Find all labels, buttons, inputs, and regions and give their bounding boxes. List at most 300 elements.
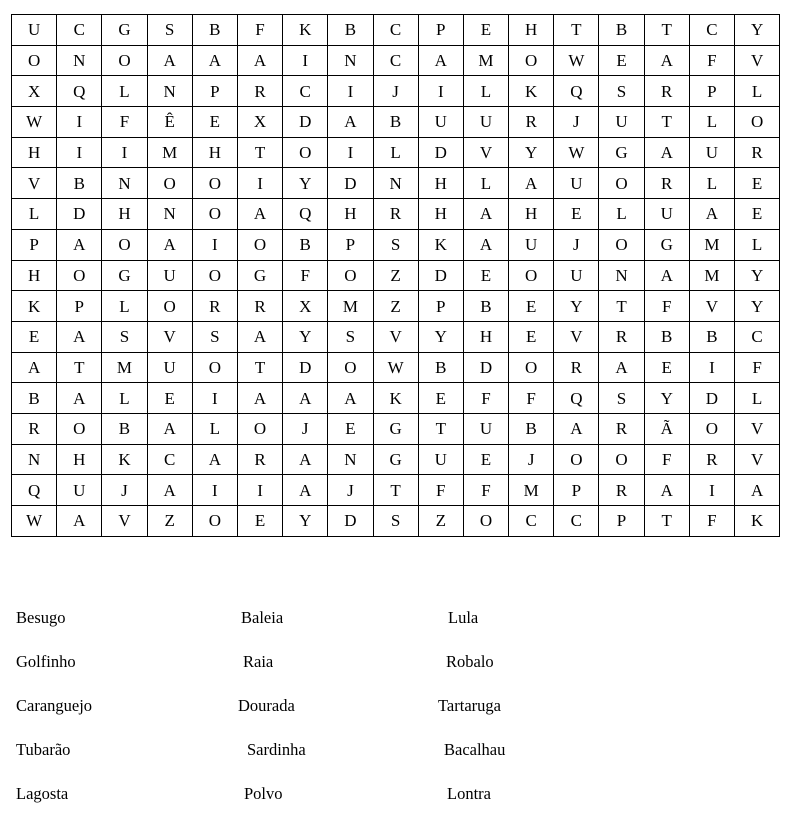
grid-cell[interactable]: N	[147, 76, 192, 107]
grid-cell[interactable]: X	[283, 291, 328, 322]
grid-cell[interactable]: Y	[418, 321, 463, 352]
grid-cell[interactable]: V	[373, 321, 418, 352]
grid-cell[interactable]: S	[147, 15, 192, 46]
grid-cell[interactable]: U	[147, 352, 192, 383]
grid-cell[interactable]: B	[12, 383, 57, 414]
grid-cell[interactable]: O	[147, 168, 192, 199]
grid-cell[interactable]: W	[373, 352, 418, 383]
grid-cell[interactable]: Z	[373, 260, 418, 291]
grid-cell[interactable]: L	[599, 199, 644, 230]
grid-cell[interactable]: F	[102, 107, 147, 138]
grid-cell[interactable]: C	[509, 506, 554, 537]
grid-cell[interactable]: Y	[509, 137, 554, 168]
grid-cell[interactable]: C	[57, 15, 102, 46]
grid-cell[interactable]: U	[554, 260, 599, 291]
grid-cell[interactable]: B	[57, 168, 102, 199]
grid-cell[interactable]: L	[735, 76, 780, 107]
grid-cell[interactable]: H	[12, 137, 57, 168]
grid-cell[interactable]: M	[147, 137, 192, 168]
grid-cell[interactable]: T	[644, 107, 689, 138]
grid-cell[interactable]: H	[509, 199, 554, 230]
grid-cell[interactable]: Y	[283, 506, 328, 537]
grid-cell[interactable]: K	[373, 383, 418, 414]
grid-cell[interactable]: N	[599, 260, 644, 291]
grid-cell[interactable]: O	[509, 260, 554, 291]
grid-cell[interactable]: G	[644, 229, 689, 260]
grid-cell[interactable]: V	[102, 506, 147, 537]
grid-cell[interactable]: A	[147, 229, 192, 260]
grid-cell[interactable]: E	[509, 321, 554, 352]
grid-cell[interactable]: V	[554, 321, 599, 352]
grid-cell[interactable]: D	[328, 506, 373, 537]
grid-cell[interactable]: K	[735, 506, 780, 537]
grid-cell[interactable]: S	[373, 229, 418, 260]
grid-cell[interactable]: C	[554, 506, 599, 537]
grid-cell[interactable]: A	[644, 475, 689, 506]
grid-cell[interactable]: E	[192, 107, 237, 138]
grid-cell[interactable]: U	[554, 168, 599, 199]
grid-cell[interactable]: M	[463, 45, 508, 76]
grid-cell[interactable]: U	[12, 15, 57, 46]
grid-cell[interactable]: O	[12, 45, 57, 76]
grid-cell[interactable]: I	[57, 137, 102, 168]
grid-cell[interactable]: F	[644, 444, 689, 475]
grid-cell[interactable]: P	[418, 291, 463, 322]
grid-cell[interactable]: O	[463, 506, 508, 537]
grid-cell[interactable]: F	[237, 15, 282, 46]
grid-cell[interactable]: O	[283, 137, 328, 168]
grid-cell[interactable]: C	[735, 321, 780, 352]
grid-cell[interactable]: R	[554, 352, 599, 383]
grid-cell[interactable]: N	[147, 199, 192, 230]
grid-cell[interactable]: U	[57, 475, 102, 506]
grid-cell[interactable]: G	[102, 15, 147, 46]
grid-cell[interactable]: D	[689, 383, 734, 414]
grid-cell[interactable]: E	[328, 413, 373, 444]
grid-cell[interactable]: O	[192, 260, 237, 291]
grid-row	[12, 15, 780, 46]
grid-cell[interactable]: Ã	[644, 413, 689, 444]
grid-cell[interactable]: Q	[554, 76, 599, 107]
word-list-item: Golfinho	[16, 652, 76, 671]
grid-cell[interactable]: P	[554, 475, 599, 506]
grid-cell[interactable]: M	[689, 229, 734, 260]
grid-cell[interactable]: U	[418, 444, 463, 475]
grid-cell[interactable]: B	[418, 352, 463, 383]
grid-cell[interactable]: C	[373, 45, 418, 76]
grid-cell[interactable]: L	[463, 76, 508, 107]
grid-cell[interactable]: P	[192, 76, 237, 107]
grid-cell[interactable]: F	[644, 291, 689, 322]
grid-cell[interactable]: K	[418, 229, 463, 260]
grid-cell[interactable]: E	[735, 199, 780, 230]
grid-cell[interactable]: P	[418, 15, 463, 46]
grid-cell[interactable]: A	[192, 444, 237, 475]
grid-cell[interactable]: L	[102, 383, 147, 414]
grid-cell[interactable]: V	[12, 168, 57, 199]
grid-cell[interactable]: E	[463, 444, 508, 475]
grid-cell[interactable]: A	[418, 45, 463, 76]
grid-cell[interactable]: A	[283, 475, 328, 506]
grid-cell[interactable]: O	[509, 45, 554, 76]
grid-cell[interactable]: Y	[735, 260, 780, 291]
grid-cell[interactable]: E	[599, 45, 644, 76]
grid-cell[interactable]: S	[599, 76, 644, 107]
grid-cell[interactable]: D	[328, 168, 373, 199]
grid-cell[interactable]: Y	[735, 15, 780, 46]
grid-cell[interactable]: T	[237, 137, 282, 168]
grid-cell[interactable]: V	[735, 413, 780, 444]
grid-cell[interactable]: I	[237, 168, 282, 199]
grid-cell[interactable]: Q	[283, 199, 328, 230]
grid-cell[interactable]: Y	[554, 291, 599, 322]
grid-cell[interactable]: P	[328, 229, 373, 260]
grid-cell[interactable]: E	[463, 260, 508, 291]
grid-cell[interactable]: T	[418, 413, 463, 444]
grid-cell[interactable]: U	[147, 260, 192, 291]
grid-cell[interactable]: Q	[57, 76, 102, 107]
grid-cell[interactable]: A	[554, 413, 599, 444]
grid-cell[interactable]: C	[147, 444, 192, 475]
grid-cell[interactable]: U	[599, 107, 644, 138]
word-list-item: Tubarão	[16, 740, 71, 759]
grid-cell[interactable]: E	[237, 506, 282, 537]
grid-cell[interactable]: R	[599, 475, 644, 506]
grid-cell[interactable]: T	[644, 15, 689, 46]
grid-cell[interactable]: R	[599, 413, 644, 444]
grid-cell[interactable]: X	[12, 76, 57, 107]
grid-cell[interactable]: K	[509, 76, 554, 107]
grid-cell[interactable]: A	[12, 352, 57, 383]
grid-cell[interactable]: B	[689, 321, 734, 352]
grid-cell[interactable]: R	[644, 76, 689, 107]
grid-cell[interactable]: K	[102, 444, 147, 475]
grid-cell[interactable]: F	[735, 352, 780, 383]
grid-cell[interactable]: A	[735, 475, 780, 506]
grid-cell[interactable]: S	[599, 383, 644, 414]
grid-cell[interactable]: W	[554, 137, 599, 168]
grid-cell[interactable]: P	[12, 229, 57, 260]
grid-cell[interactable]: S	[328, 321, 373, 352]
grid-cell[interactable]: A	[147, 475, 192, 506]
grid-cell[interactable]: F	[283, 260, 328, 291]
grid-cell[interactable]: A	[237, 321, 282, 352]
grid-cell[interactable]: M	[689, 260, 734, 291]
grid-cell[interactable]: D	[418, 260, 463, 291]
grid-cell[interactable]: L	[735, 229, 780, 260]
grid-cell[interactable]: P	[57, 291, 102, 322]
grid-cell[interactable]: R	[509, 107, 554, 138]
grid-cell[interactable]: V	[147, 321, 192, 352]
grid-cell[interactable]: B	[509, 413, 554, 444]
grid-cell[interactable]: H	[509, 15, 554, 46]
grid-cell[interactable]: A	[147, 45, 192, 76]
grid-cell[interactable]: M	[509, 475, 554, 506]
grid-cell[interactable]: E	[12, 321, 57, 352]
grid-cell[interactable]: A	[57, 229, 102, 260]
grid-cell[interactable]: O	[735, 107, 780, 138]
grid-cell[interactable]: Y	[283, 321, 328, 352]
grid-cell[interactable]: L	[373, 137, 418, 168]
grid-cell[interactable]: N	[57, 45, 102, 76]
grid-cell[interactable]: A	[237, 199, 282, 230]
grid-cell[interactable]: N	[328, 45, 373, 76]
word-list-item: Dourada	[238, 696, 295, 715]
grid-cell[interactable]: I	[192, 229, 237, 260]
grid-cell[interactable]: Y	[283, 168, 328, 199]
grid-cell[interactable]: U	[463, 413, 508, 444]
grid-cell[interactable]: T	[373, 475, 418, 506]
grid-cell[interactable]: B	[644, 321, 689, 352]
grid-cell[interactable]: O	[57, 413, 102, 444]
grid-cell[interactable]: M	[328, 291, 373, 322]
grid-cell[interactable]: J	[102, 475, 147, 506]
grid-cell[interactable]: L	[463, 168, 508, 199]
grid-cell[interactable]: E	[418, 383, 463, 414]
grid-cell[interactable]: I	[237, 475, 282, 506]
grid-cell[interactable]: L	[735, 383, 780, 414]
grid-cell[interactable]: B	[463, 291, 508, 322]
grid-cell[interactable]: M	[102, 352, 147, 383]
grid-cell[interactable]: R	[237, 76, 282, 107]
grid-cell[interactable]: O	[328, 260, 373, 291]
grid-cell[interactable]: R	[192, 291, 237, 322]
grid-cell[interactable]: L	[102, 76, 147, 107]
grid-cell[interactable]: E	[554, 199, 599, 230]
grid-cell[interactable]: A	[57, 383, 102, 414]
grid-cell[interactable]: R	[735, 137, 780, 168]
grid-cell[interactable]: T	[237, 352, 282, 383]
grid-cell[interactable]: O	[599, 444, 644, 475]
grid-cell[interactable]: K	[12, 291, 57, 322]
grid-cell[interactable]: Ê	[147, 107, 192, 138]
grid-cell[interactable]: O	[689, 413, 734, 444]
grid-cell[interactable]: A	[463, 199, 508, 230]
grid-cell[interactable]: O	[599, 168, 644, 199]
grid-cell[interactable]: Z	[147, 506, 192, 537]
grid-cell[interactable]: S	[102, 321, 147, 352]
grid-cell[interactable]: F	[689, 45, 734, 76]
grid-cell[interactable]: H	[463, 321, 508, 352]
grid-cell[interactable]: U	[463, 107, 508, 138]
grid-row	[12, 107, 780, 138]
grid-cell[interactable]: H	[57, 444, 102, 475]
word-list-item: Bacalhau	[444, 740, 506, 759]
grid-cell[interactable]: I	[689, 352, 734, 383]
grid-cell[interactable]: O	[147, 291, 192, 322]
grid-cell[interactable]: N	[328, 444, 373, 475]
grid-cell[interactable]: D	[283, 352, 328, 383]
grid-cell[interactable]: T	[644, 506, 689, 537]
grid-cell[interactable]: A	[644, 260, 689, 291]
grid-cell[interactable]: I	[328, 76, 373, 107]
grid-cell[interactable]: J	[509, 444, 554, 475]
grid-cell[interactable]: V	[735, 444, 780, 475]
grid-cell[interactable]: R	[373, 199, 418, 230]
grid-cell[interactable]: H	[192, 137, 237, 168]
grid-cell[interactable]: F	[689, 506, 734, 537]
grid-cell[interactable]: O	[237, 413, 282, 444]
grid-cell[interactable]: O	[509, 352, 554, 383]
grid-cell[interactable]: P	[599, 506, 644, 537]
grid-cell[interactable]: R	[689, 444, 734, 475]
grid-cell[interactable]: P	[689, 76, 734, 107]
grid-cell[interactable]: A	[57, 506, 102, 537]
grid-cell[interactable]: U	[689, 137, 734, 168]
grid-cell[interactable]: J	[554, 229, 599, 260]
grid-cell[interactable]: T	[554, 15, 599, 46]
grid-cell[interactable]: Z	[418, 506, 463, 537]
grid-cell[interactable]: J	[283, 413, 328, 444]
grid-cell[interactable]: V	[735, 45, 780, 76]
grid-cell[interactable]: H	[12, 260, 57, 291]
grid-cell[interactable]: O	[599, 229, 644, 260]
grid-cell[interactable]: K	[283, 15, 328, 46]
grid-cell[interactable]: L	[689, 168, 734, 199]
grid-cell[interactable]: G	[599, 137, 644, 168]
grid-cell[interactable]: H	[328, 199, 373, 230]
grid-cell[interactable]: O	[102, 229, 147, 260]
grid-cell[interactable]: E	[463, 15, 508, 46]
grid-cell[interactable]: A	[328, 383, 373, 414]
grid-cell[interactable]: Z	[373, 291, 418, 322]
grid-cell[interactable]: C	[283, 76, 328, 107]
grid-cell[interactable]: O	[57, 260, 102, 291]
grid-cell[interactable]: B	[373, 107, 418, 138]
grid-cell[interactable]: L	[12, 199, 57, 230]
grid-cell[interactable]: D	[283, 107, 328, 138]
grid-cell[interactable]: A	[328, 107, 373, 138]
grid-cell[interactable]: O	[192, 168, 237, 199]
grid-cell[interactable]: L	[102, 291, 147, 322]
grid-cell[interactable]: G	[373, 444, 418, 475]
grid-cell[interactable]: A	[509, 168, 554, 199]
grid-cell[interactable]: A	[283, 383, 328, 414]
grid-cell[interactable]: D	[418, 137, 463, 168]
grid-cell[interactable]: L	[192, 413, 237, 444]
grid-cell[interactable]: I	[283, 45, 328, 76]
grid-cell[interactable]: S	[192, 321, 237, 352]
grid-cell[interactable]: O	[192, 199, 237, 230]
grid-row	[12, 229, 780, 260]
grid-cell[interactable]: O	[237, 229, 282, 260]
grid-cell[interactable]: J	[373, 76, 418, 107]
grid-cell[interactable]: Q	[12, 475, 57, 506]
grid-cell[interactable]: A	[599, 352, 644, 383]
grid-cell[interactable]: A	[192, 45, 237, 76]
grid-cell[interactable]: B	[283, 229, 328, 260]
grid-cell[interactable]: J	[328, 475, 373, 506]
grid-cell[interactable]: I	[418, 76, 463, 107]
grid-cell[interactable]: I	[102, 137, 147, 168]
grid-cell[interactable]: Y	[644, 383, 689, 414]
grid-row	[12, 168, 780, 199]
grid-cell[interactable]: U	[509, 229, 554, 260]
grid-cell[interactable]: A	[237, 45, 282, 76]
grid-cell[interactable]: H	[418, 199, 463, 230]
grid-cell[interactable]: O	[554, 444, 599, 475]
grid-cell[interactable]: A	[644, 45, 689, 76]
grid-cell[interactable]: R	[12, 413, 57, 444]
grid-cell[interactable]: E	[147, 383, 192, 414]
word-list-item: Lontra	[447, 784, 491, 803]
grid-cell[interactable]: B	[102, 413, 147, 444]
grid-cell[interactable]: R	[644, 168, 689, 199]
grid-cell[interactable]: W	[12, 107, 57, 138]
grid-cell[interactable]: N	[373, 168, 418, 199]
grid-cell[interactable]: R	[237, 291, 282, 322]
grid-cell[interactable]: N	[102, 168, 147, 199]
grid-cell[interactable]: W	[12, 506, 57, 537]
grid-cell[interactable]: R	[599, 321, 644, 352]
grid-cell[interactable]: H	[418, 168, 463, 199]
grid-cell[interactable]: T	[599, 291, 644, 322]
grid-cell[interactable]: O	[102, 45, 147, 76]
grid-cell[interactable]: H	[102, 199, 147, 230]
grid-cell[interactable]: F	[509, 383, 554, 414]
grid-cell[interactable]: C	[373, 15, 418, 46]
grid-cell[interactable]: I	[57, 107, 102, 138]
grid-cell[interactable]: B	[192, 15, 237, 46]
grid-cell[interactable]: O	[192, 506, 237, 537]
grid-cell[interactable]: Y	[735, 291, 780, 322]
grid-cell[interactable]: X	[237, 107, 282, 138]
grid-cell[interactable]: V	[689, 291, 734, 322]
grid-cell[interactable]: E	[509, 291, 554, 322]
grid-cell[interactable]: I	[328, 137, 373, 168]
grid-cell[interactable]: F	[418, 475, 463, 506]
grid-cell[interactable]: J	[554, 107, 599, 138]
grid-cell[interactable]: Q	[554, 383, 599, 414]
grid-cell[interactable]: F	[463, 475, 508, 506]
grid-cell[interactable]: A	[57, 321, 102, 352]
grid-cell[interactable]: L	[689, 107, 734, 138]
grid-cell[interactable]: A	[463, 229, 508, 260]
grid-cell[interactable]: O	[328, 352, 373, 383]
grid-cell[interactable]: A	[689, 199, 734, 230]
grid-cell[interactable]: U	[418, 107, 463, 138]
grid-cell[interactable]: D	[463, 352, 508, 383]
grid-cell[interactable]: G	[373, 413, 418, 444]
grid-cell[interactable]: G	[102, 260, 147, 291]
grid-cell[interactable]: O	[192, 352, 237, 383]
grid-cell[interactable]: D	[57, 199, 102, 230]
grid-cell[interactable]: U	[644, 199, 689, 230]
grid-cell[interactable]: G	[237, 260, 282, 291]
grid-cell[interactable]: V	[463, 137, 508, 168]
grid-cell[interactable]: R	[237, 444, 282, 475]
grid-cell[interactable]: S	[373, 506, 418, 537]
grid-cell[interactable]: I	[192, 475, 237, 506]
grid-cell[interactable]: F	[463, 383, 508, 414]
grid-cell[interactable]: A	[283, 444, 328, 475]
grid-cell[interactable]: B	[599, 15, 644, 46]
grid-cell[interactable]: E	[735, 168, 780, 199]
grid-cell[interactable]: A	[147, 413, 192, 444]
grid-cell[interactable]: W	[554, 45, 599, 76]
grid-cell[interactable]: B	[328, 15, 373, 46]
grid-cell[interactable]: E	[644, 352, 689, 383]
grid-row	[12, 260, 780, 291]
grid-cell[interactable]: C	[689, 15, 734, 46]
grid-cell[interactable]: I	[689, 475, 734, 506]
grid-cell[interactable]: I	[192, 383, 237, 414]
grid-row	[12, 352, 780, 383]
grid-cell[interactable]: N	[12, 444, 57, 475]
grid-cell[interactable]: A	[644, 137, 689, 168]
grid-cell[interactable]: T	[57, 352, 102, 383]
grid-cell[interactable]: A	[237, 383, 282, 414]
